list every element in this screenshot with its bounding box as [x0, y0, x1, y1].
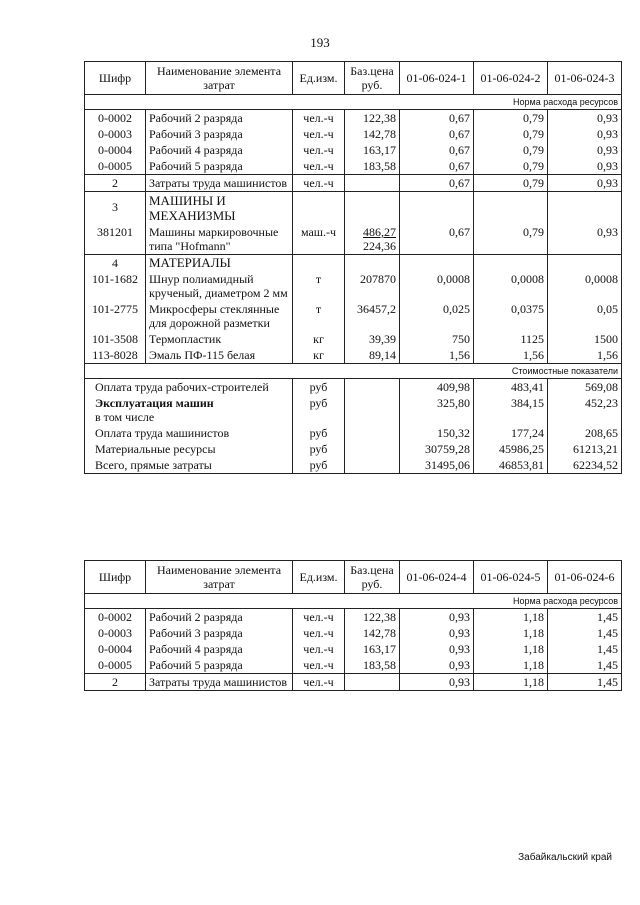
region-footer: Забайкальский край [518, 852, 612, 863]
value-cell: 483,41 [474, 379, 548, 396]
table-row [85, 126, 622, 142]
table-row [85, 224, 622, 255]
price-cell: 89,14 [345, 347, 400, 364]
unit-cell: руб [293, 425, 345, 441]
unit-cell: руб [293, 441, 345, 457]
name-cell: Рабочий 3 разряда [146, 625, 293, 641]
empty-cell [548, 255, 622, 272]
value-cell: 0,79 [474, 158, 548, 175]
table-row [85, 347, 622, 364]
value-cell: 1,56 [474, 347, 548, 364]
code-cell: 101-3508 [85, 331, 146, 347]
table-row [85, 609, 622, 626]
header-name: Наименование элемента затрат [146, 62, 293, 95]
section-title: МАТЕРИАЛЫ [146, 255, 293, 272]
value-cell: 62234,52 [548, 457, 622, 474]
empty-cell [345, 425, 400, 441]
table-row [85, 110, 622, 127]
header-code: Шифр [85, 62, 146, 95]
header-unit: Ед.изм. [293, 561, 345, 594]
code-cell: 2 [85, 175, 146, 192]
value-cell: 0,05 [548, 301, 622, 331]
value-cell: 0,0375 [474, 301, 548, 331]
value-cell: 1,56 [548, 347, 622, 364]
unit-cell: кг [293, 331, 345, 347]
name-cell: Шнур полиамидный крученый, диаметром 2 мм [146, 271, 293, 301]
empty-cell [293, 192, 345, 225]
name-cell: Рабочий 5 разряда [146, 657, 293, 674]
norm-note-row [85, 95, 622, 110]
value-cell: 0,93 [400, 609, 474, 626]
cost-note: Стоимостные показатели [85, 364, 622, 379]
value-cell: 1,45 [548, 641, 622, 657]
value-cell: 0,93 [548, 142, 622, 158]
value-cell: 0,0008 [400, 271, 474, 301]
price-cell: 142,78 [345, 126, 400, 142]
name-cell: Затраты труда машинистов [146, 674, 293, 691]
value-cell: 0,79 [474, 142, 548, 158]
cost-row [85, 425, 622, 441]
code-cell: 0-0002 [85, 609, 146, 626]
value-cell: 452,23 [548, 395, 622, 425]
name-cell: Рабочий 4 разряда [146, 142, 293, 158]
price-cell: 207870 [345, 271, 400, 301]
unit-cell: т [293, 271, 345, 301]
value-cell: 0,79 [474, 110, 548, 127]
price-cell: 183,58 [345, 158, 400, 175]
value-cell: 1,18 [474, 657, 548, 674]
unit-cell: чел.-ч [293, 625, 345, 641]
unit-cell: руб [293, 379, 345, 396]
code-cell: 381201 [85, 224, 146, 255]
code-cell: 3 [85, 192, 146, 225]
price-cell: 122,38 [345, 609, 400, 626]
unit-cell: руб [293, 457, 345, 474]
header-unit: Ед.изм. [293, 62, 345, 95]
unit-cell: кг [293, 347, 345, 364]
header-code: Шифр [85, 561, 146, 594]
table-row [85, 641, 622, 657]
name-cell: Термопластик [146, 331, 293, 347]
empty-cell [293, 255, 345, 272]
name-cell: Рабочий 5 разряда [146, 158, 293, 175]
value-cell: 325,80 [400, 395, 474, 425]
value-cell: 0,93 [548, 224, 622, 255]
cost-name: Материальные ресурсы [85, 441, 293, 457]
value-cell: 0,0008 [548, 271, 622, 301]
name-cell: Рабочий 2 разряда [146, 609, 293, 626]
value-cell: 1500 [548, 331, 622, 347]
code-cell: 2 [85, 674, 146, 691]
value-cell: 1,18 [474, 674, 548, 691]
name-cell: Рабочий 4 разряда [146, 641, 293, 657]
name-cell: Рабочий 3 разряда [146, 126, 293, 142]
value-cell: 384,15 [474, 395, 548, 425]
code-cell: 0-0003 [85, 126, 146, 142]
value-cell: 0,67 [400, 224, 474, 255]
table-row [85, 331, 622, 347]
value-cell: 45986,25 [474, 441, 548, 457]
value-cell: 0,93 [400, 657, 474, 674]
norm-note-row [85, 594, 622, 609]
header-col-5: 01-06-024-5 [474, 561, 548, 594]
norm-note: Норма расхода ресурсов [85, 594, 622, 609]
cost-name-main: Эксплуатация машин [95, 396, 214, 410]
value-cell: 0,93 [548, 158, 622, 175]
table-row [85, 657, 622, 674]
table-header-row [85, 62, 622, 95]
cost-name: Всего, прямые затраты [85, 457, 293, 474]
value-cell: 0,67 [400, 126, 474, 142]
code-cell: 101-2775 [85, 301, 146, 331]
price-main: 486,27 [363, 225, 396, 239]
price-cell: 163,17 [345, 641, 400, 657]
cost-note-row [85, 364, 622, 379]
unit-cell: чел.-ч [293, 158, 345, 175]
value-cell: 1125 [474, 331, 548, 347]
value-cell: 1,18 [474, 625, 548, 641]
cost-row [85, 395, 622, 425]
price-cell: 39,39 [345, 331, 400, 347]
table-row [85, 674, 622, 691]
cost-row [85, 379, 622, 396]
unit-cell: чел.-ч [293, 657, 345, 674]
empty-cell [474, 255, 548, 272]
empty-cell [474, 192, 548, 225]
name-cell: Машины маркировочные типа "Hofmann" [146, 224, 293, 255]
value-cell: 750 [400, 331, 474, 347]
value-cell: 1,56 [400, 347, 474, 364]
value-cell: 150,32 [400, 425, 474, 441]
price-cell: 36457,2 [345, 301, 400, 331]
price-cell: 142,78 [345, 625, 400, 641]
unit-cell: т [293, 301, 345, 331]
value-cell: 0,93 [400, 674, 474, 691]
empty-cell [548, 192, 622, 225]
value-cell: 0,67 [400, 110, 474, 127]
code-cell: 113-8028 [85, 347, 146, 364]
header-col-3: 01-06-024-3 [548, 62, 622, 95]
header-price: Баз.цена руб. [345, 62, 400, 95]
value-cell: 0,0008 [474, 271, 548, 301]
price-sub: 224,36 [363, 239, 396, 253]
name-cell: Рабочий 2 разряда [146, 110, 293, 127]
name-cell: Затраты труда машинистов [146, 175, 293, 192]
value-cell: 0,79 [474, 224, 548, 255]
empty-cell [400, 192, 474, 225]
value-cell: 31495,06 [400, 457, 474, 474]
unit-cell: чел.-ч [293, 142, 345, 158]
page-number: 193 [310, 35, 330, 50]
price-cell [345, 175, 400, 192]
estimate-table-1 [84, 61, 622, 474]
value-cell: 0,79 [474, 126, 548, 142]
value-cell: 0,93 [400, 625, 474, 641]
value-cell: 0,67 [400, 142, 474, 158]
table-header-row [85, 561, 622, 594]
empty-cell [345, 379, 400, 396]
empty-cell [345, 255, 400, 272]
cost-name [85, 395, 293, 425]
section-row [85, 255, 622, 272]
cost-name-sub: в том числе [95, 410, 155, 424]
value-cell: 1,45 [548, 674, 622, 691]
code-cell: 4 [85, 255, 146, 272]
norm-note: Норма расхода ресурсов [85, 95, 622, 110]
cost-row [85, 457, 622, 474]
empty-cell [400, 255, 474, 272]
header-col-4: 01-06-024-4 [400, 561, 474, 594]
price-cell [345, 674, 400, 691]
value-cell: 1,45 [548, 609, 622, 626]
value-cell: 0,67 [400, 175, 474, 192]
value-cell: 0,93 [548, 110, 622, 127]
section-title: МАШИНЫ И МЕХАНИЗМЫ [146, 192, 293, 225]
value-cell: 30759,28 [400, 441, 474, 457]
code-cell: 101-1682 [85, 271, 146, 301]
price-cell: 183,58 [345, 657, 400, 674]
unit-cell: чел.-ч [293, 641, 345, 657]
empty-cell [345, 395, 400, 425]
value-cell: 1,18 [474, 641, 548, 657]
cost-name: Оплата труда машинистов [85, 425, 293, 441]
price-cell: 122,38 [345, 110, 400, 127]
value-cell: 1,18 [474, 609, 548, 626]
value-cell: 0,79 [474, 175, 548, 192]
unit-cell: маш.-ч [293, 224, 345, 255]
code-cell: 0-0002 [85, 110, 146, 127]
name-cell: Эмаль ПФ-115 белая [146, 347, 293, 364]
value-cell: 208,65 [548, 425, 622, 441]
value-cell: 0,93 [548, 126, 622, 142]
table-row [85, 301, 622, 331]
value-cell: 61213,21 [548, 441, 622, 457]
header-col-6: 01-06-024-6 [548, 561, 622, 594]
unit-cell: чел.-ч [293, 175, 345, 192]
value-cell: 177,24 [474, 425, 548, 441]
unit-cell: руб [293, 395, 345, 425]
cost-row [85, 441, 622, 457]
table-row [85, 142, 622, 158]
value-cell: 569,08 [548, 379, 622, 396]
value-cell: 0,93 [400, 641, 474, 657]
unit-cell: чел.-ч [293, 674, 345, 691]
header-col-1: 01-06-024-1 [400, 62, 474, 95]
table-row [85, 271, 622, 301]
value-cell: 0,93 [548, 175, 622, 192]
value-cell: 46853,81 [474, 457, 548, 474]
code-cell: 0-0005 [85, 158, 146, 175]
cost-name: Оплата труда рабочих-строителей [85, 379, 293, 396]
unit-cell: чел.-ч [293, 110, 345, 127]
price-cell: 163,17 [345, 142, 400, 158]
value-cell: 1,45 [548, 625, 622, 641]
header-col-2: 01-06-024-2 [474, 62, 548, 95]
header-price: Баз.цена руб. [345, 561, 400, 594]
unit-cell: чел.-ч [293, 126, 345, 142]
unit-cell: чел.-ч [293, 609, 345, 626]
code-cell: 0-0005 [85, 657, 146, 674]
section-row [85, 192, 622, 225]
code-cell: 0-0003 [85, 625, 146, 641]
empty-cell [345, 441, 400, 457]
code-cell: 0-0004 [85, 142, 146, 158]
code-cell: 0-0004 [85, 641, 146, 657]
price-cell [345, 224, 400, 255]
header-name: Наименование элемента затрат [146, 561, 293, 594]
name-cell: Микросферы стеклянные для дорожной разметки [146, 301, 293, 331]
table-row [85, 175, 622, 192]
empty-cell [345, 192, 400, 225]
value-cell: 0,025 [400, 301, 474, 331]
value-cell: 0,67 [400, 158, 474, 175]
value-cell: 1,45 [548, 657, 622, 674]
empty-cell [345, 457, 400, 474]
value-cell: 409,98 [400, 379, 474, 396]
table-row [85, 158, 622, 175]
table-row [85, 625, 622, 641]
estimate-table-2 [84, 560, 622, 691]
